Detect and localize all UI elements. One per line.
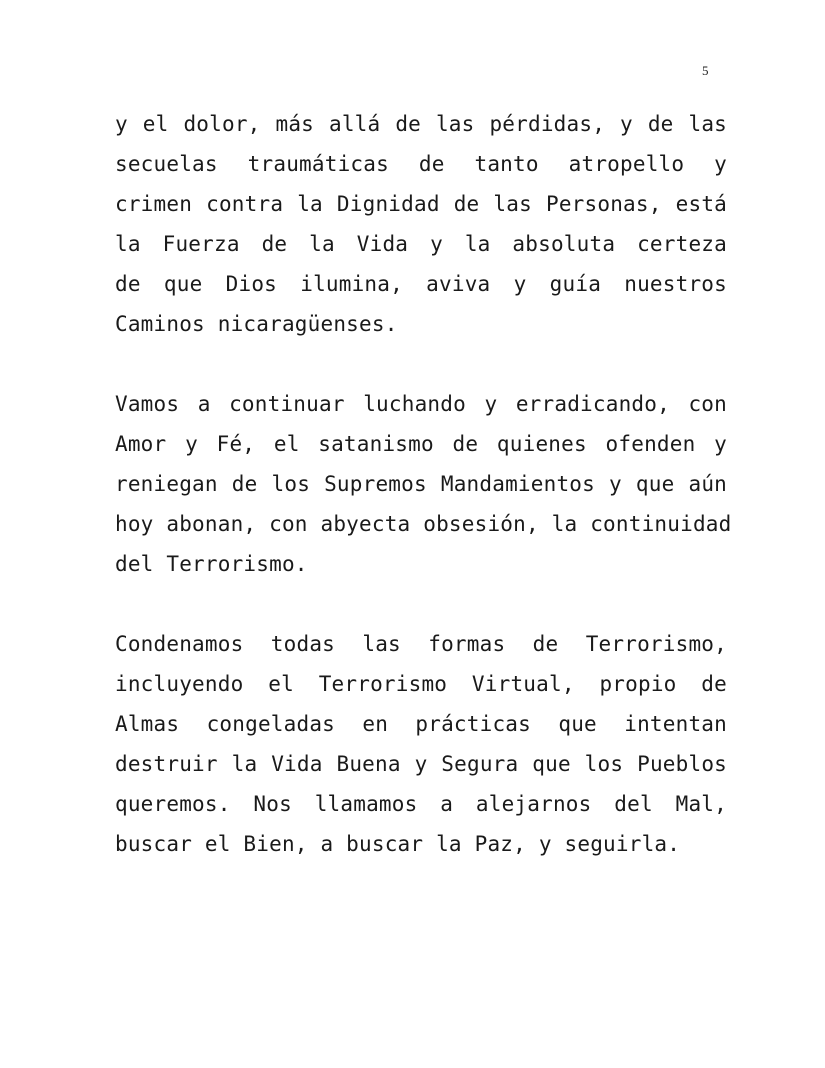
paragraph-1 bbox=[115, 104, 727, 344]
text-line: secuelas traumáticas de tanto atropello y bbox=[115, 152, 727, 176]
text-line: destruir la Vida Buena y Segura que los Pueblos bbox=[115, 752, 727, 776]
text-line: buscar el Bien, a buscar la Paz, y seguirla. bbox=[115, 832, 681, 856]
text-line: reniegan de los Supremos Mandamientos y que aún bbox=[115, 472, 727, 496]
text-line: de que Dios ilumina, aviva y guía nuestros bbox=[115, 272, 727, 296]
text-line: y el dolor, más allá de las pérdidas, y de las bbox=[115, 112, 727, 136]
text-line: Vamos a continuar luchando y erradicando, con bbox=[115, 392, 727, 416]
text-line: queremos. Nos llamamos a alejarnos del Mal, bbox=[115, 792, 727, 816]
text-line: Amor y Fé, el satanismo de quienes ofenden y bbox=[115, 432, 727, 456]
text-line: la Fuerza de la Vida y la absoluta certeza bbox=[115, 232, 727, 256]
text-line: Almas congeladas en prácticas que intentan bbox=[115, 712, 727, 736]
text-line: hoy abonan, con abyecta obsesión, la continuidad bbox=[115, 512, 732, 536]
text-line: incluyendo el Terrorismo Virtual, propio de bbox=[115, 672, 727, 696]
paragraph-spacer bbox=[115, 344, 727, 384]
paragraph-3 bbox=[115, 624, 727, 864]
paragraph-2 bbox=[115, 384, 732, 584]
text-line: Condenamos todas las formas de Terrorismo, bbox=[115, 632, 727, 656]
text-line: Caminos nicaragüenses. bbox=[115, 312, 398, 336]
text-line: del Terrorismo. bbox=[115, 552, 308, 576]
paragraph-spacer bbox=[115, 584, 727, 624]
document-body bbox=[115, 104, 732, 864]
text-line: crimen contra la Dignidad de las Personas, está bbox=[115, 192, 727, 216]
page-number: 5 bbox=[702, 63, 709, 78]
